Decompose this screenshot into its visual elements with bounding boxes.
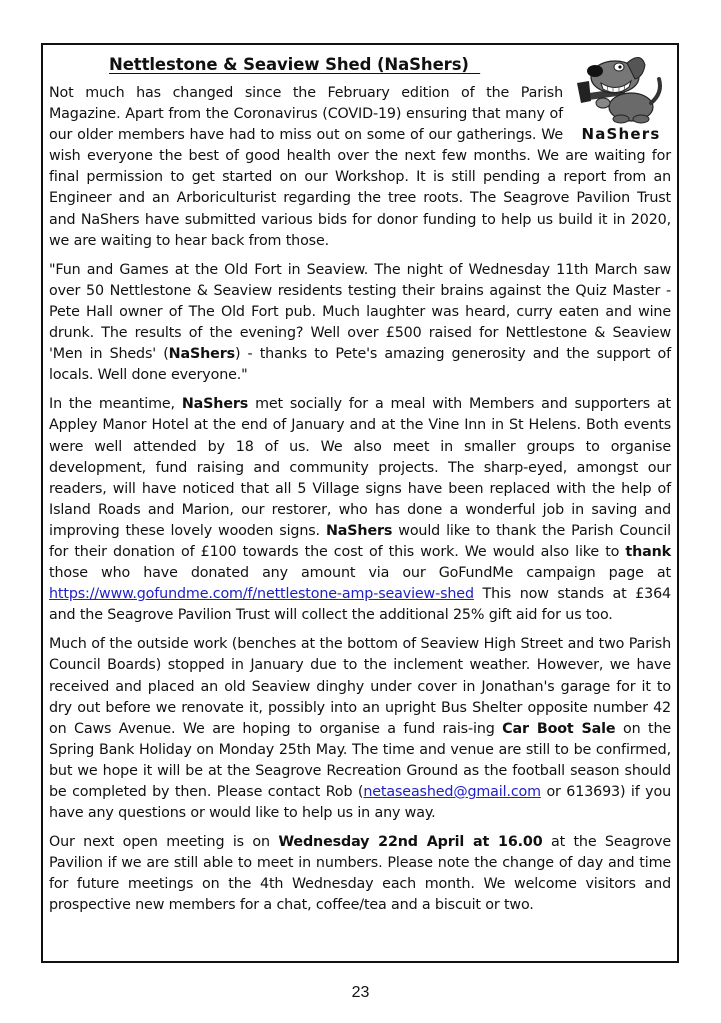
bold-nashers: NaShers (168, 346, 235, 363)
paragraph-next-meeting (49, 832, 671, 916)
paragraph-text: on the Spring Bank Holiday on Monday 25th May. The time and venue are still to be confirmed, but we hope it will be at the Seagrove Recreation Ground as the football season should be completed by then. Please contact Rob ( (49, 720, 672, 800)
paragraph-outside-work (49, 634, 671, 824)
article-title: Nettlestone & Seaview Shed (NaShers) (109, 55, 481, 74)
bold-car-boot-sale: Car Boot Sale (502, 720, 616, 737)
paragraph-text: Our next open meeting is on (49, 834, 279, 851)
paragraph-text: or 613693) if you have any questions or would like to help us in any way. (49, 784, 671, 822)
page-number: 23 (351, 984, 370, 1001)
bold-meeting-date: Wednesday 22nd April at 16.00 (278, 834, 543, 851)
paragraph-text: ) - thanks to Pete's amazing generosity and the support of locals. Well done everyone." (49, 346, 671, 384)
logo-label: NaShers (581, 124, 661, 143)
paragraph-text: This now stands at £364 and the Seagrove Pavilion Trust will collect the additional 25% gift aid for us too. (49, 586, 671, 624)
dog-with-hammer-icon (575, 53, 667, 125)
paragraph-text: at the Seagrove Pavilion if we are still able to meet in numbers. Please note the change of day and time for future meetings on the 4th Wednesday each month. We welcome visitors and prospective new members for a chat, coffee/tea and a biscuit or two. (49, 834, 671, 914)
gofundme-link[interactable]: https://www.gofundme.com/f/nettlestone-amp-seaview-shed (49, 586, 474, 603)
paragraph-meantime (49, 394, 671, 626)
article-box (41, 43, 679, 963)
paragraph-text: would like to thank the Parish Council for their donation of £100 towards the cost of this work. We would also like to (49, 522, 671, 560)
email-link[interactable]: netaseashed@gmail.com (363, 784, 541, 800)
bold-thank: thank (625, 543, 671, 560)
nashers-logo (569, 53, 673, 143)
bold-nashers: NaShers (181, 396, 249, 413)
paragraph-text: In the meantime, (49, 396, 182, 413)
paragraph-intro (49, 83, 671, 252)
paragraph-text: Not much has changed since the February edition of the Parish Magazine. Apart from the Coronavirus (COVID-19) ensuring that many of our older members have had to miss out on some of our gatherings. We wish everyone the best of good health over the next few months. We are waiting for final permission to get started on our Workshop. It is still pending a report from an Engineer and an Arboriculturist regarding the tree roots. The Seagrove Pavilion Trust and NaShers have submitted various bids for donor funding to help us build it in 2020, we are waiting to hear back from those. (49, 85, 671, 249)
paragraph-text: met socially for a meal with Members and supporters at Appley Manor Hotel at the end of January and at the Vine Inn in St Helens. Both events were well attended by 18 of us. We also meet in smaller groups to organise development, fund raising and community projects. The sharp-eyed, amongst our readers, will have noticed that all 5 Village signs have been replaced with the help of Island Roads and Marion, our restorer, who has done a wonderful job in saving and improving these lovely wooden signs. (49, 396, 671, 539)
paragraph-text: those who have donated any amount via our GoFundMe campaign page at (49, 565, 671, 582)
paragraph-text: "Fun and Games at the Old Fort in Seaview. The night of Wednesday 11th March saw over 50 Nettlestone & Seaview residents testing their brains against the Quiz Master - Pete Hall owner of The Old Fort pub. Much laughter was heard, curry eaten and wine drunk. The results of the evening? Well over £500 raised for Nettlestone & Seaview 'Men in Sheds' ( (49, 261, 671, 363)
paragraph-quiz-night (49, 260, 671, 387)
bold-nashers: NaShers (325, 522, 393, 539)
paragraph-text: Much of the outside work (benches at the bottom of Seaview High Street and two Parish Council Boards) stopped in January due to the inclement weather. However, we have received and placed an old Seaview dinghy under cover in Jonathan's garage for it to dry out before we renovate it, possibly into an upright Bus Shelter opposite number 42 on Caws Avenue. We are hoping to organise a fund rais-ing (49, 636, 671, 737)
article-content (49, 45, 671, 925)
